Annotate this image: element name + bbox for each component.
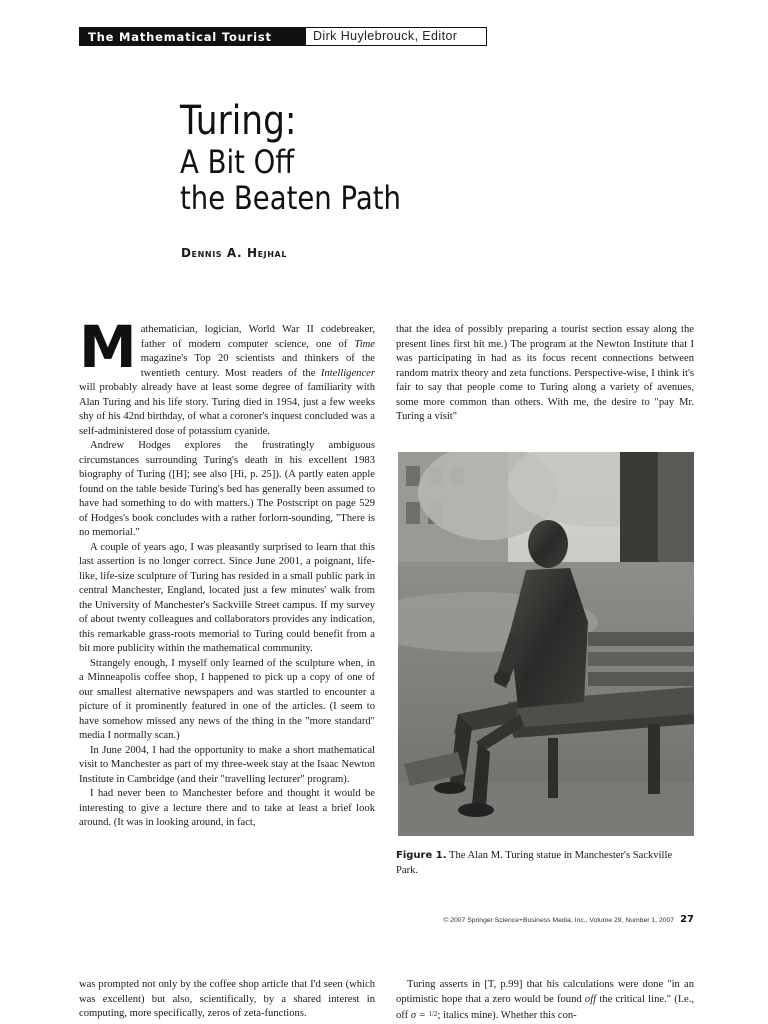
next-page-right-text: Turing asserts in [T, p.99] that his calculations were done "in an optimistic hope that a zero would be found off the critical line." (I.e., off σ = 1/2; italics mine). Whether this con- (396, 979, 694, 1021)
left-column (79, 313, 375, 831)
column-header (79, 27, 487, 46)
column-name: The Mathematical Tourist (80, 28, 306, 45)
figure-caption (396, 849, 694, 878)
figure-label: Figure 1. (396, 850, 447, 861)
paragraph-5: In June 2004, I had the opportunity to make a short mathematical visit to Manchester as part of my three-week stay at the Isaac Newton Institute in Cambridge (and their "travelling lecturer" program). (79, 744, 375, 785)
paragraph-1: M athematician, logician, World War II codebreaker, father of modern computer science, one of Time magazine's Top 20 scientists and thinkers of the twentieth century. Most readers of the Intelligencer will probably already have at least some degree of familiarity with Alan Turing and his life story. Turing died in 1954, just a few weeks shy of his 42nd birthday, of what a coroner's inquest concluded was a self-administered dose of potassium cyanide. (79, 313, 375, 437)
page-number: 27 (680, 914, 694, 925)
next-page-left-column (79, 978, 375, 1022)
figure-caption-text: The Alan M. Turing statue in Manchester's Sackville Park. (396, 850, 673, 876)
next-page-right-column (396, 978, 694, 1024)
copyright-line: © 2007 Springer Science+Business Media, Inc., Volume 29, Number 1, 2007 (443, 917, 675, 924)
paragraph-2: Andrew Hodges explores the frustratingly ambiguous circumstances surrounding Turing's death in his excellent 1983 biography of Turing ([H]; see also [Hi, p. 25]). (A partly eaten apple found on the table beside Turing's bed has generally been assumed to have had something to do with matters.) The Postscript on page 529 of Hodges's book concludes with a rather forlorn-sounding, "There is no memorial." (79, 440, 375, 538)
page-footer (396, 914, 694, 925)
author-name: Dennis A. Hejhal (181, 246, 288, 260)
statue-photo (398, 452, 694, 836)
right-column (396, 323, 694, 425)
paragraph-4: Strangely enough, I myself only learned of the sculpture when, in a Minneapolis coffee shop, I happened to pick up a copy of one of our smallest alternative newspapers and was startled to encounter a picture of it prominently featured in one of the articles. (I seem to have somehow missed any news of the thing in the "more standard" media I normally scan.) (79, 657, 375, 741)
title-line-3: the Beaten Path (180, 179, 401, 217)
editor-credit: Dirk Huylebrouck, Editor (313, 29, 458, 43)
paragraph-3: A couple of years ago, I was pleasantly surprised to learn that this last assertion is no longer correct. Since June 2001, a poignant, life-like, life-size sculpture of Turing has resided in a small public park in central Manchester, England, located just a few minutes' walk from the University of Manchester's Sackville Street campus. If my survey of about twenty colleagues and collaborators provides any indication, this remarkable grass-roots memorial to Turing could benefit from a bit more publicity within the mathematical community. (79, 541, 375, 654)
dropcap: M (79, 313, 137, 381)
title-line-2: A Bit Off (180, 143, 295, 181)
paragraph-right-1: that the idea of possibly preparing a tourist section essay along the present lines first hit me.) The program at the Newton Institute that I was participating in had as its focus recent connections between random matrix theory and zeta functions. Perspective-wise, I think it's fair to say that people come to Turing along a variety of avenues, some more common than others. With me, the desire to "pay Mr. Turing a visit" (396, 324, 694, 422)
paragraph-6: I had never been to Manchester before and thought it would be interesting to give a lecture there and to take at least a brief look around. (It was in looking around, in fact, (79, 788, 375, 828)
next-page-left-text: was prompted not only by the coffee shop article that I'd seen (which was excellent) but also, scientifically, by a shared interest in computing, more specifically, zeros of zeta-functions. (79, 979, 375, 1019)
statue-photo-illustration (398, 452, 694, 836)
title-line-1: Turing: (180, 98, 297, 144)
article-title (180, 98, 600, 216)
